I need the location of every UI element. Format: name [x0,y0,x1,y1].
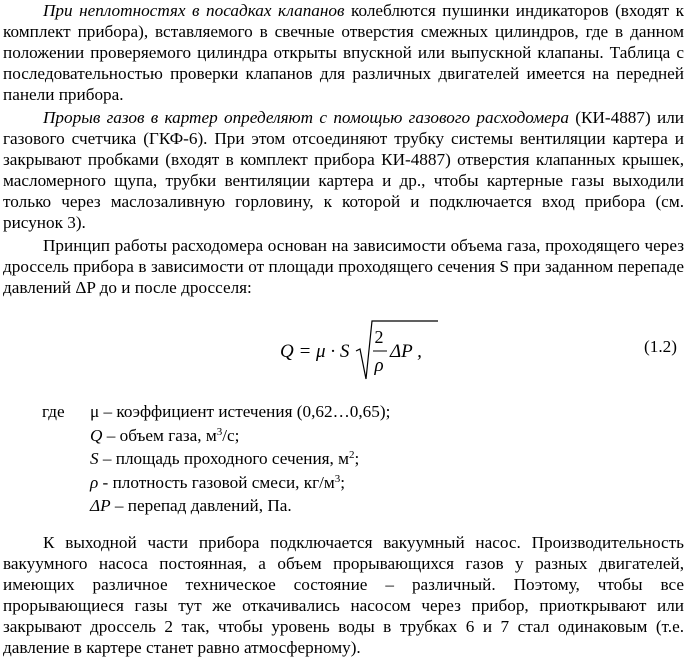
paragraph-vacuum-pump [3,532,684,658]
definition-item [90,447,390,471]
equation-number: (1.2) [644,337,677,356]
paragraph-valve-leaks [3,0,684,105]
paragraph-text: К выходной части прибора подключается вакуумный насос. Производительность вакуумного насоса постоянная, а объем прорывающихся газов у разных двигателей, имеющих различное техническое состояние – различный. Поэтому, чтобы все прорывающиеся газы тут же откачивались насосом через прибор, приоткрывают или закрывают дроссель 2 так, чтобы уровень воды в трубках 6 и 7 стал одинаковым (т.е. давление в картере станет равно атмосферному). [3,533,684,657]
formula-lhs: Q = μ · S [280,341,350,362]
paragraph-text: (КИ-4887) или газового счетчика (ГКФ-6). При этом отсоединяют трубку системы вентиляции картера и закрывают пробками (входят в комплект прибора КИ-4887) отверстия клапанных крышек, масломерного щупа, трубки вентиляции картера и др., чтобы картерные газы выходили только через маслозаливную горловину, к которой и подключается вход прибора (см. рисунок 3). [3,108,684,232]
paragraph-lead: Прорыв газов в картер определяют с помощью газового расходомера [43,108,569,127]
definition-symbol: S [90,449,99,468]
paragraph-lead: При неплотностях в посадках клапанов [43,1,345,20]
definition-symbol: ρ [90,472,99,492]
definition-after: ; [354,449,360,468]
definition-text: – перепад давлений, Па. [110,496,292,515]
definition-text: – объем газа, м [102,425,217,445]
definition-text: – коэффициент истечения (0,62…0,65); [99,402,391,421]
definition-item [90,400,390,424]
formula-numerator: 2 [374,327,384,347]
definition-text: – площадь проходного сечения, м [98,449,350,468]
definition-text: - плотность газовой смеси, кг/м [98,472,335,492]
definition-symbol: ΔP [90,496,111,515]
formula-tail: ΔP , [390,341,422,362]
definition-sup: 3 [216,425,223,438]
definitions-list [90,400,390,518]
paragraph-gas-breakthrough [3,107,684,233]
definition-after: /с; [222,425,240,445]
where-label: где [42,402,65,421]
paragraph-text: колеблются пушинки индикаторов (входят к комплект прибора), вставляемого в свечные отверстия смежных цилиндров, где в данном положении проверяемого цилиндра открыты впускной или выпускной клапаны. Таблица с последовательностью проверки клапанов для различных двигателей имеется на передней панели прибора. [3,1,684,104]
definition-item [90,424,390,448]
paragraph-text: Принцип работы расходомера основан на зависимости объема газа, проходящего через дроссель прибора в зависимости от площади проходящего сечения S при заданном перепаде давлений ΔP до и после дросселя: [3,236,684,297]
paragraph-flowmeter-principle [3,235,684,298]
definition-item [90,471,390,495]
definition-sup: 2 [349,449,355,461]
definition-symbol: μ [90,402,100,421]
formula-denominator: ρ [374,355,384,376]
formula-flow-rate [280,315,440,387]
definition-after: ; [340,472,346,492]
definition-symbol: Q [90,425,103,445]
definition-item [90,494,390,518]
formula-graphic [280,315,440,387]
definition-sup: 3 [334,472,341,485]
